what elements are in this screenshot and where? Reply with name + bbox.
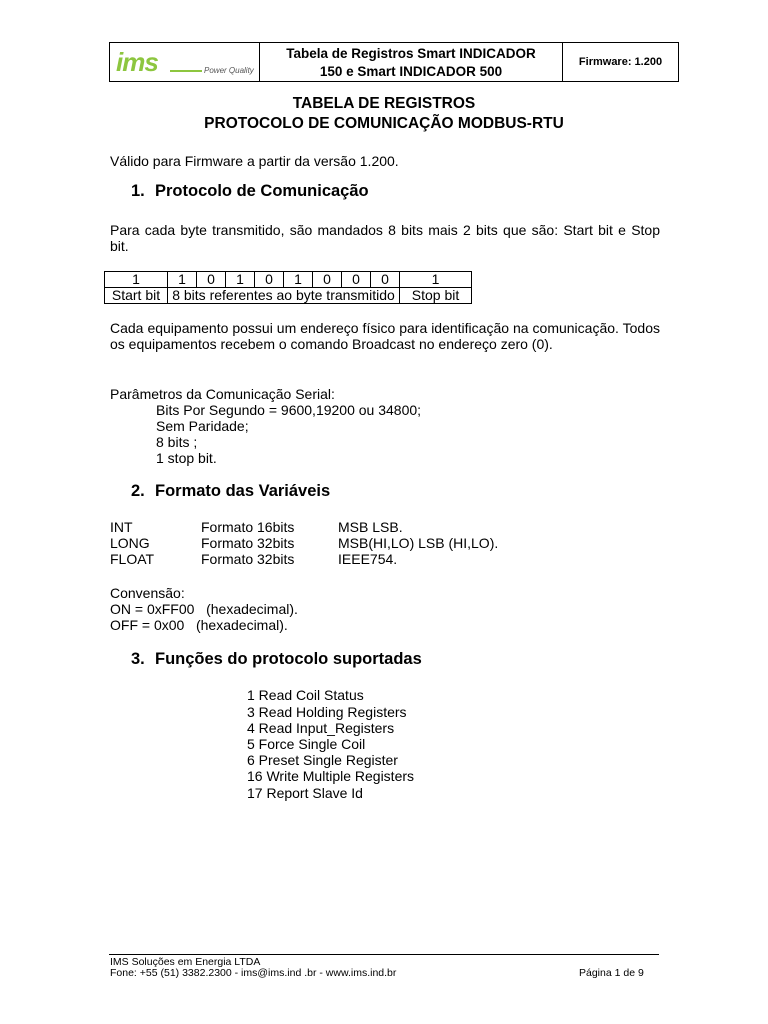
serial-param-item: Sem Paridade; [156,418,249,434]
function-item: 1 Read Coil Status [247,687,364,703]
bit-cell: 0 [255,272,284,288]
section2-number: 2. [131,482,145,500]
valid-note: Válido para Firmware a partir da versão 1.200. [110,153,399,169]
var-format: Formato 16bits [201,519,295,535]
function-item: 3 Read Holding Registers [247,704,407,720]
bit-cell: 1 [400,272,472,288]
bit-cell: 1 [105,272,168,288]
var-format: Formato 32bits [201,535,295,551]
bit-cell: 1 [168,272,197,288]
main-heading: TABELA DE REGISTROS [292,95,476,112]
bit-cell: 1 [226,272,255,288]
section1-title: Protocolo de Comunicação [155,182,369,200]
var-order: MSB LSB. [338,519,403,535]
convention-off: OFF = 0x00 (hexadecimal). [110,617,288,633]
company-logo [110,43,260,81]
bits-labels-row [105,288,472,304]
bit-cell: 0 [371,272,400,288]
bits-table [104,271,472,304]
logo-tagline: Power Quality [204,66,254,75]
page-number: Página 1 de 9 [579,967,644,979]
section1-number: 1. [131,182,145,200]
section1-paragraph2: Cada equipamento possui um endereço físico para identificação na comunicação. Todos os equipamentos recebem o comando Broadcast no endereço zero (0). [110,320,660,352]
document-header [109,42,679,82]
logo-underline [170,70,202,72]
var-type: INT [110,519,133,535]
stop-bit-label: Stop bit [400,288,472,304]
serial-params-title: Parâmetros da Comunicação Serial: [110,386,335,402]
bit-cell: 1 [284,272,313,288]
function-item: 4 Read Input_Registers [247,720,395,736]
logo-wordmark: ims [116,47,158,77]
var-type: FLOAT [110,551,155,567]
start-bit-label: Start bit [105,288,168,304]
firmware-label: Firmware: 1.200 [578,56,663,68]
footer-company: IMS Soluções em Energia LTDA [110,956,261,968]
function-item: 17 Report Slave Id [247,785,363,801]
function-item: 5 Force Single Coil [247,736,366,752]
bit-cell: 0 [197,272,226,288]
header-title-line1: Tabela de Registros Smart INDICADOR [286,46,536,61]
section1-paragraph1: Para cada byte transmitido, são mandados 8 bits mais 2 bits que são: Start bit e Stop bit. [110,222,660,254]
convention-title: Convensão: [110,585,185,601]
var-type: LONG [110,535,150,551]
section2-title: Formato das Variáveis [155,482,331,500]
footer-rule [109,954,659,955]
bit-cell: 0 [342,272,371,288]
bits-values-row [105,272,472,288]
serial-param-item: 1 stop bit. [156,450,217,466]
var-format: Formato 32bits [201,551,295,567]
footer-contact: Fone: +55 (51) 3382.2300 - ims@ims.ind .br - www.ims.ind.br [110,967,397,979]
serial-param-item: 8 bits ; [156,434,198,450]
var-order: MSB(HI,LO) LSB (HI,LO). [338,535,499,551]
function-item: 6 Preset Single Register [247,752,398,768]
header-title [260,43,563,81]
var-order: IEEE754. [338,551,398,567]
serial-param-item: Bits Por Segundo = 9600,19200 ou 34800; [156,402,422,418]
section3-title: Funções do protocolo suportadas [155,650,422,668]
convention-on: ON = 0xFF00 (hexadecimal). [110,601,298,617]
function-item: 16 Write Multiple Registers [247,768,415,784]
section3-number: 3. [131,650,145,668]
bit-cell: 0 [313,272,342,288]
header-title-line2: 150 e Smart INDICADOR 500 [319,64,503,79]
main-subheading: PROTOCOLO DE COMUNICAÇÃO MODBUS-RTU [204,115,564,132]
data-bits-label: 8 bits referentes ao byte transmitido [168,288,400,304]
